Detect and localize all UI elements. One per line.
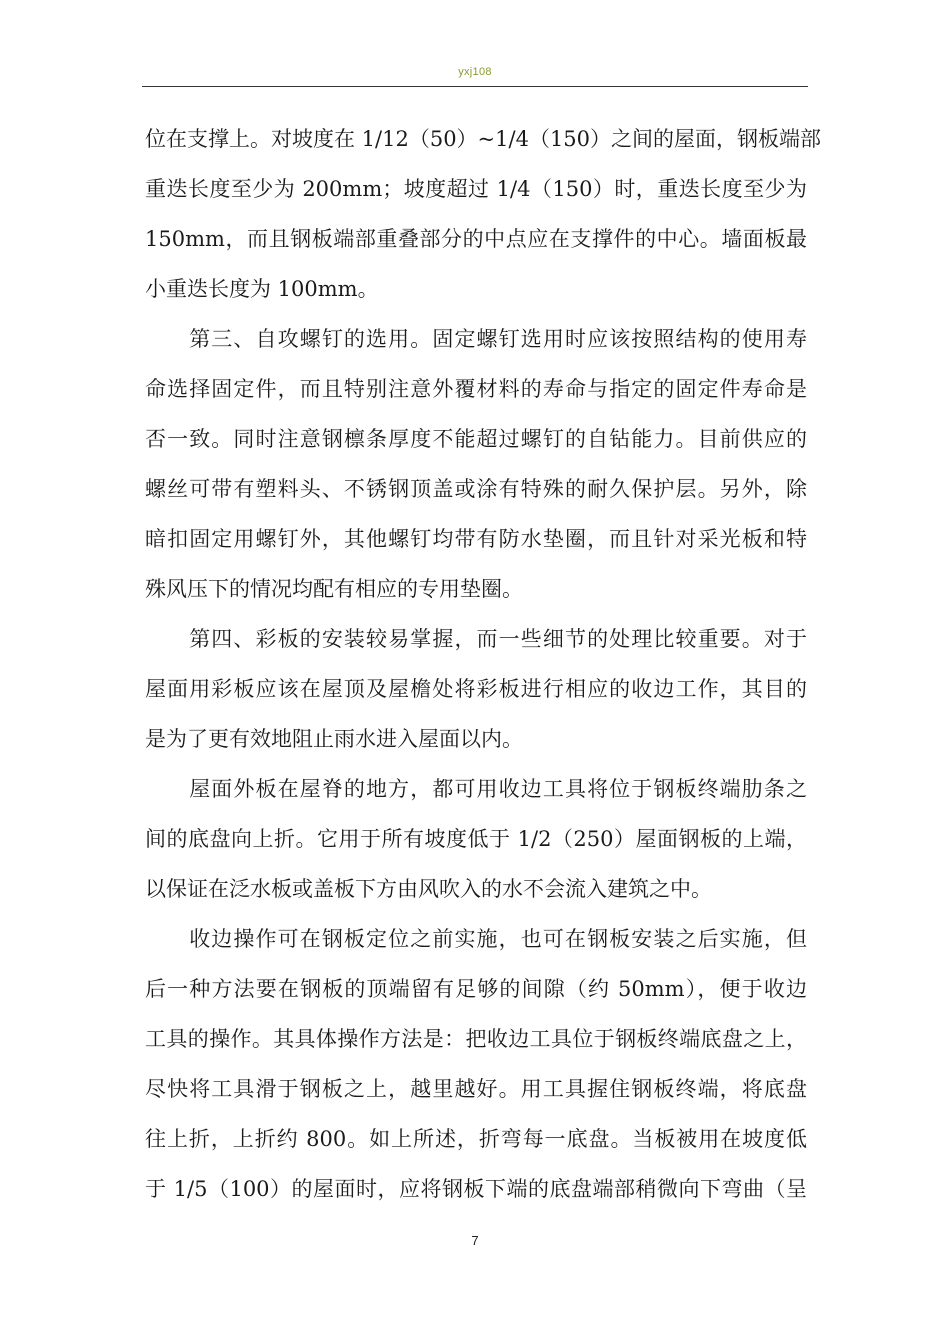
header-divider: [142, 86, 808, 87]
text-line: 屋面外板在屋脊的地方，都可用收边工具将位于钢板终端肋条之: [145, 777, 807, 801]
header-watermark: yxj108: [458, 66, 492, 78]
text-line: 第三、自攻螺钉的选用。固定螺钉选用时应该按照结构的使用寿: [145, 327, 807, 351]
text-line: 螺丝可带有塑料头、不锈钢顶盖或涂有特殊的耐久保护层。另外，除: [145, 477, 807, 501]
text-line: 殊风压下的情况均配有相应的专用垫圈。: [145, 577, 523, 601]
text-line: 往上折，上折约 800。如上所述，折弯每一底盘。当板被用在坡度低: [145, 1127, 807, 1151]
text-line: 后一种方法要在钢板的顶端留有足够的间隙（约 50mm），便于收边: [145, 977, 807, 1001]
text-line: 位在支撑上。对坡度在 1/12（50）~1/4（150）之间的屋面，钢板端部: [145, 127, 822, 151]
text-line: 否一致。同时注意钢檩条厚度不能超过螺钉的自钻能力。目前供应的: [145, 427, 807, 451]
text-line: 间的底盘向上折。它用于所有坡度低于 1/2（250）屋面钢板的上端，: [145, 827, 807, 851]
text-line: 重迭长度至少为 200mm；坡度超过 1/4（150）时，重迭长度至少为: [145, 177, 807, 201]
text-line: 于 1/5（100）的屋面时，应将钢板下端的底盘端部稍微向下弯曲（呈: [145, 1177, 807, 1201]
text-line: 150mm，而且钢板端部重叠部分的中点应在支撑件的中心。墙面板最: [145, 227, 807, 251]
text-line: 是为了更有效地阻止雨水进入屋面以内。: [145, 727, 523, 751]
text-line: 第四、彩板的安装较易掌握，而一些细节的处理比较重要。对于: [145, 627, 807, 651]
text-line: 暗扣固定用螺钉外，其他螺钉均带有防水垫圈，而且针对采光板和特: [145, 527, 807, 551]
text-line: 收边操作可在钢板定位之前实施，也可在钢板安装之后实施，但: [145, 927, 807, 951]
text-line: 以保证在泛水板或盖板下方由风吹入的水不会流入建筑之中。: [145, 877, 712, 901]
page-number: 7: [471, 1233, 479, 1248]
text-line: 屋面用彩板应该在屋顶及屋檐处将彩板进行相应的收边工作，其目的: [145, 677, 807, 701]
text-line: 小重迭长度为 100mm。: [145, 277, 379, 301]
text-line: 工具的操作。其具体操作方法是：把收边工具位于钢板终端底盘之上，: [145, 1027, 807, 1051]
text-line: 命选择固定件，而且特别注意外覆材料的寿命与指定的固定件寿命是: [145, 377, 807, 401]
document-body: [145, 114, 822, 1214]
text-line: 尽快将工具滑于钢板之上，越里越好。用工具握住钢板终端，将底盘: [145, 1077, 807, 1101]
